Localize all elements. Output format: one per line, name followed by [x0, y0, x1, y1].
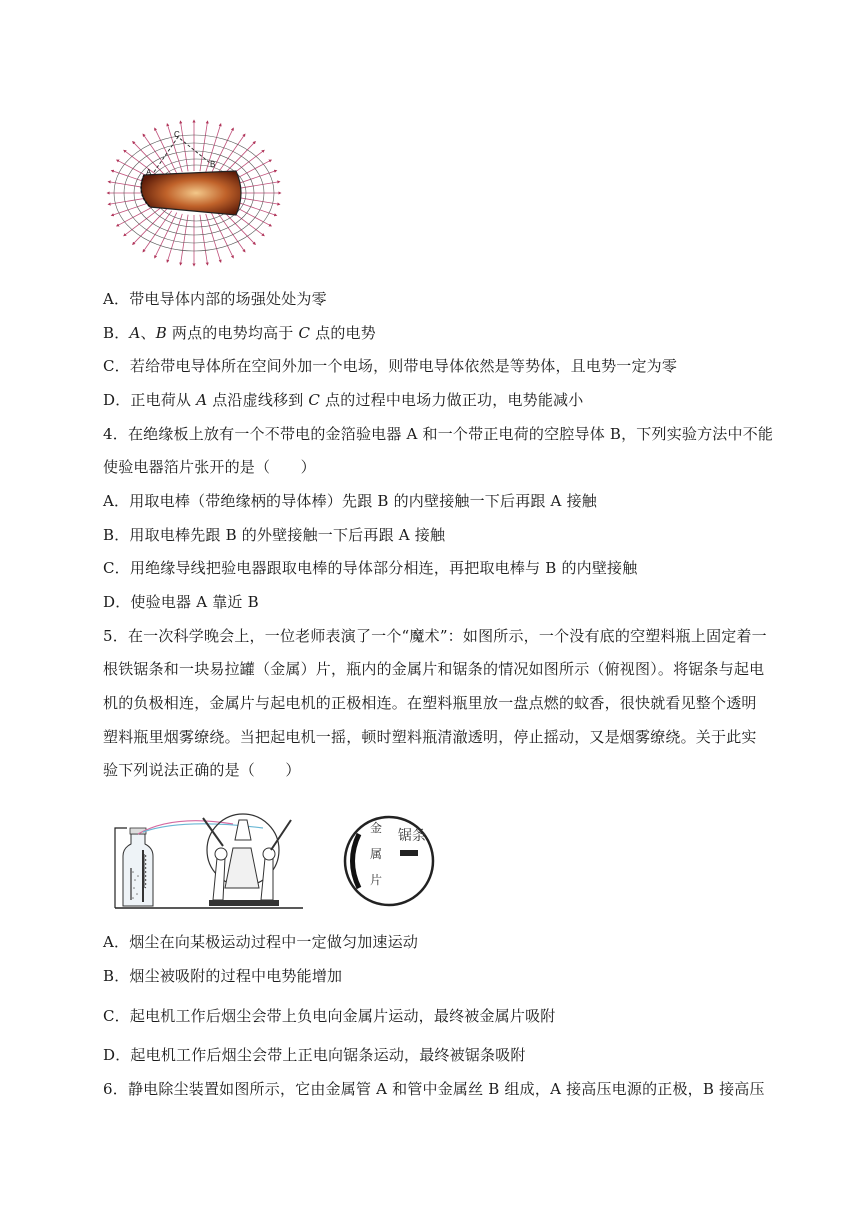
- point-b-label: B: [210, 160, 216, 169]
- field-line: [167, 214, 182, 262]
- q5-stem-line1: 5．在一次科学晚会上，一位老师表演了一个“魔术”：如图所示，一个没有底的空塑料瓶上固定着一: [103, 627, 767, 645]
- q4-stem-line2: 使验电器箔片张开的是（ ）: [103, 458, 316, 476]
- q5-option-d: D．起电机工作后烟尘会带上正电向锯条运动，最终被锯条吸附: [103, 1046, 526, 1064]
- q5-option-c: C．起电机工作后烟尘会带上负电向金属片运动，最终被金属片吸附: [103, 1007, 556, 1025]
- q3-option-b: B．A、B 两点的电势均高于 C 点的电势: [103, 324, 376, 342]
- q5-stem-line4: 塑料瓶里烟雾缭绕。当把起电机一摇，顿时塑料瓶清澈透明，停止摇动，又是烟雾缭绕。关于此实: [103, 728, 757, 746]
- q5-stem-line2: 根铁锯条和一块易拉罐（金属）片，瓶内的金属片和锯条的情况如图所示（俯视图）。将锯条与起电: [103, 660, 765, 678]
- point-c-label: C: [174, 130, 180, 139]
- q5-stem-line3: 机的负极相连，金属片与起电机的正极相连。在塑料瓶里放一盘点燃的蚊香，很快就看见整个透明: [103, 694, 757, 712]
- q3-option-c: C．若给带电导体所在空间外加一个电场，则带电导体依然是等势体，且电势一定为零: [103, 357, 678, 375]
- q4-stem-line1: 4．在绝缘板上放有一个不带电的金箔验电器 A 和一个带正电荷的空腔导体 B，下列实验方法中不能: [103, 425, 774, 443]
- q4-option-c: C．用绝缘导线把验电器跟取电棒的导体部分相连，再把取电棒与 B 的内壁接触: [103, 559, 638, 577]
- q4-option-d: D．使验电器 A 靠近 B: [103, 593, 259, 611]
- q3-option-a: A．带电导体内部的场强处处为零: [103, 290, 327, 308]
- q4-option-a: A．用取电棒（带绝缘柄的导体棒）先跟 B 的内壁接触一下后再跟 A 接触: [103, 492, 597, 510]
- bottle-top-view-figure: [342, 814, 437, 909]
- field-line: [181, 215, 189, 264]
- saw-blade-label: 锯条: [398, 828, 426, 844]
- q4-option-b: B．用取电棒先跟 B 的外壁接触一下后再跟 A 接触: [103, 526, 446, 544]
- charged-conductor-field-figure: [106, 117, 282, 269]
- point-a-label: A: [146, 168, 152, 177]
- q5-option-b: B．烟尘被吸附的过程中电势能增加: [103, 967, 343, 985]
- q5-option-a: A．烟尘在向某极运动过程中一定做匀加速运动: [103, 933, 419, 951]
- field-line: [200, 122, 208, 171]
- field-line: [133, 209, 167, 244]
- field-line: [206, 214, 221, 262]
- field-line: [181, 122, 189, 171]
- q3-option-d: D．正电荷从 A 点沿虚线移到 C 点的过程中电场力做正功，电势能减小: [103, 391, 584, 409]
- field-line: [200, 215, 208, 264]
- q5-stem-line5: 验下列说法正确的是（ ）: [103, 761, 301, 779]
- bottle-generator-figure: [113, 810, 308, 910]
- metal-sheet-label: 金 属 片: [370, 821, 383, 887]
- q6-stem-line1: 6．静电除尘装置如图所示，它由金属管 A 和管中金属丝 B 组成，A 接高压电源的正极，B 接高压: [103, 1080, 765, 1098]
